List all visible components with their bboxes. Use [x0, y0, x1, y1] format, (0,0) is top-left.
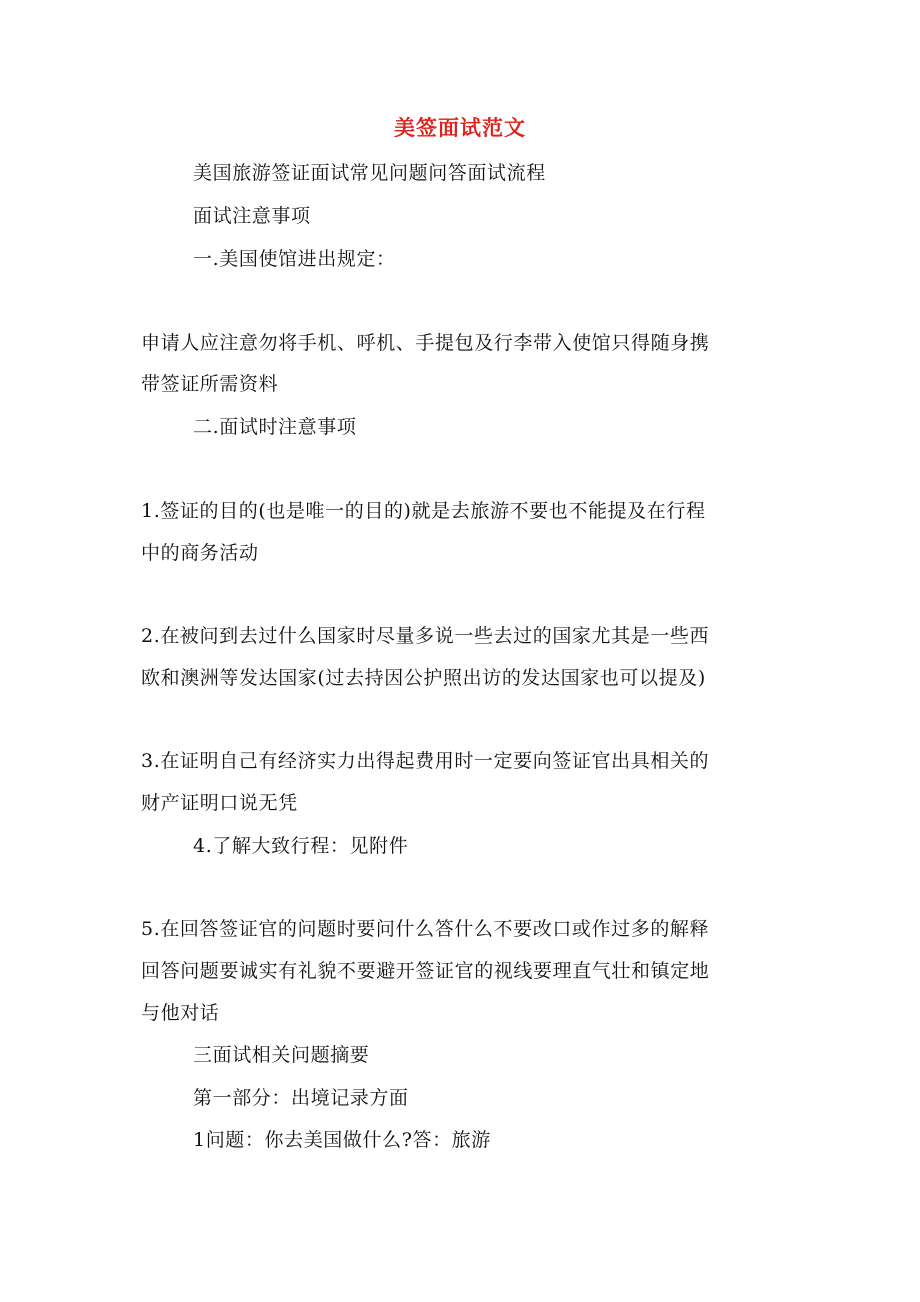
text-line: 5.在回答签证官的问题时要问什么答什么不要改口或作过多的解释 — [141, 918, 710, 940]
text-line: 1.签证的目的(也是唯一的目的)就是去旅游不要也不能提及在行程 — [141, 500, 706, 522]
text-line: 带签证所需资料 — [141, 373, 279, 395]
text-line: 回答问题要诚实有礼貌不要避开签证官的视线要理直气壮和镇定地 — [141, 960, 710, 982]
text-line: 1问题：你去美国做什么?答：旅游 — [193, 1129, 491, 1151]
text-line: 三面试相关问题摘要 — [193, 1044, 370, 1066]
text-line: 4.了解大致行程：见附件 — [193, 835, 409, 857]
text-line: 中的商务活动 — [141, 542, 259, 564]
text-line: 与他对话 — [141, 1002, 220, 1024]
text-line: 一.美国使馆进出规定： — [193, 248, 396, 270]
text-line: 二.面试时注意事项 — [193, 416, 357, 438]
text-line: 3.在证明自己有经济实力出得起费用时一定要向签证官出具相关的 — [141, 750, 710, 772]
document-title: 美签面试范文 — [394, 115, 526, 140]
text-line: 欧和澳洲等发达国家(过去持因公护照出访的发达国家也可以提及) — [141, 667, 706, 689]
text-line: 面试注意事项 — [193, 205, 311, 227]
text-line: 财产证明口说无凭 — [141, 792, 298, 814]
text-line: 申请人应注意勿将手机、呼机、手提包及行李带入使馆只得随身携 — [141, 332, 710, 354]
text-line: 第一部分：出境记录方面 — [193, 1087, 409, 1109]
text-line: 美国旅游签证面试常见问题问答面试流程 — [193, 162, 546, 184]
text-line: 2.在被问到去过什么国家时尽量多说一些去过的国家尤其是一些西 — [141, 625, 710, 647]
